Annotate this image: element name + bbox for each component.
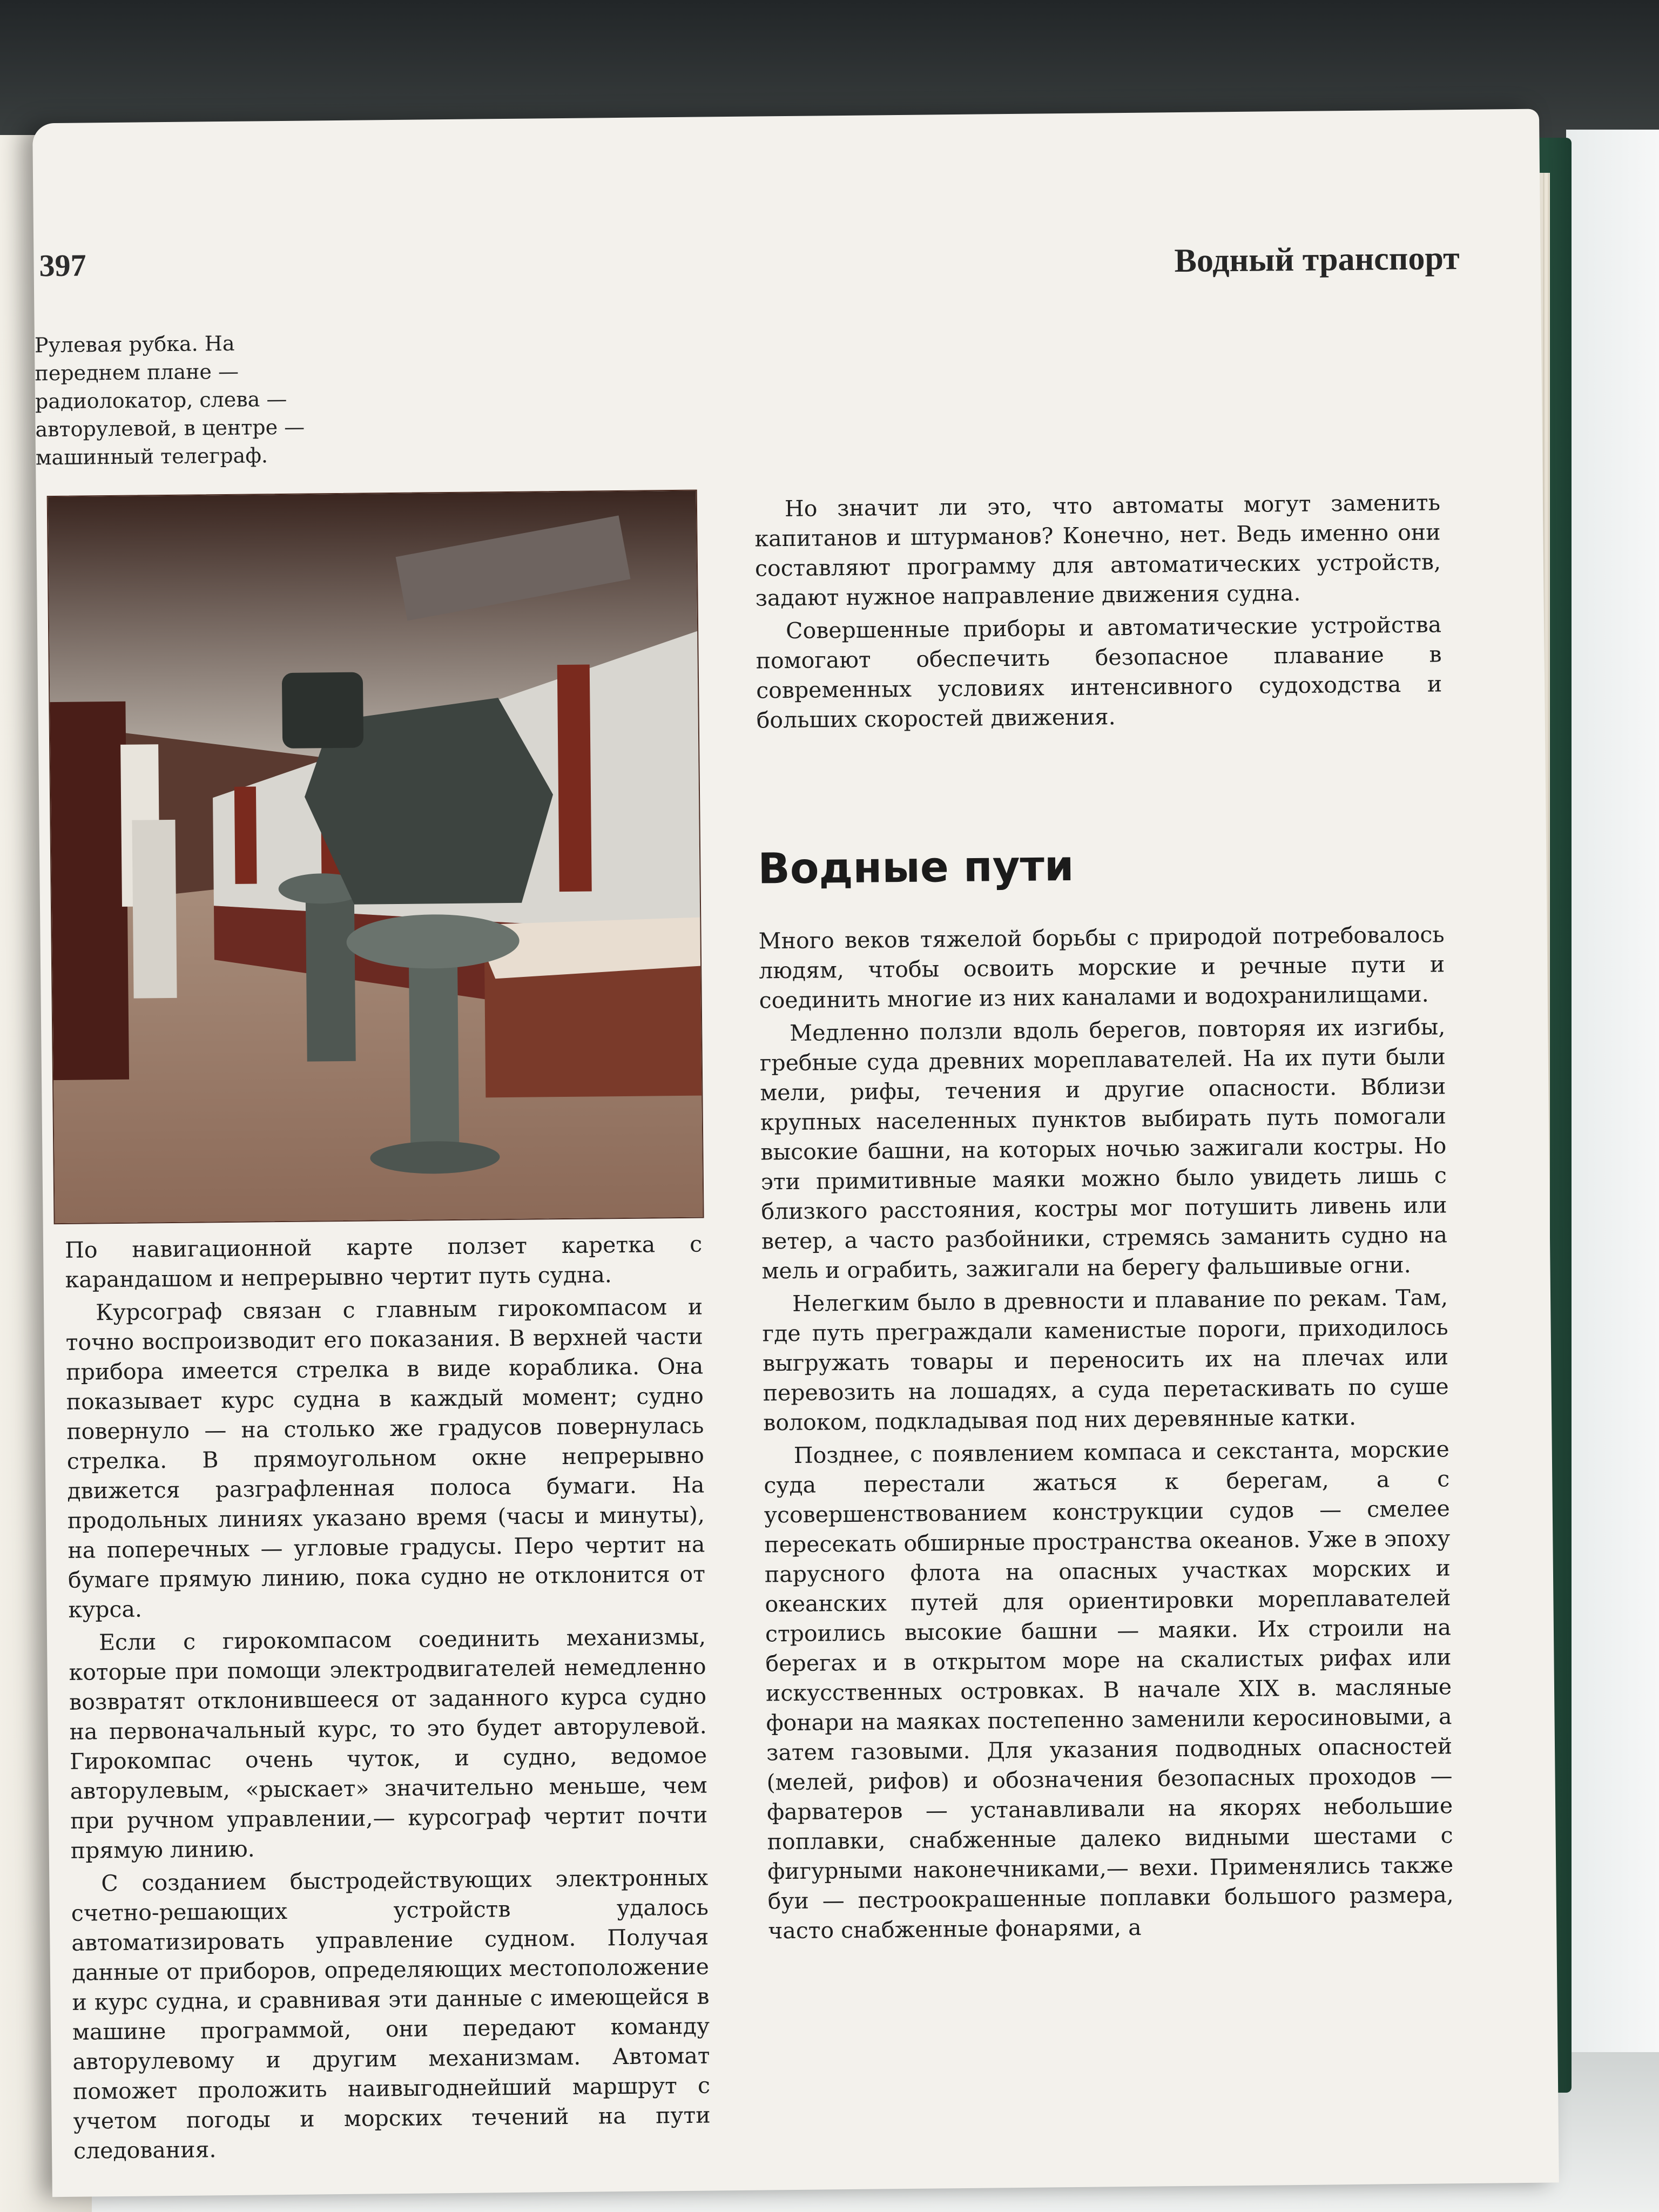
paragraph: Много веков тяжелой борьбы с природой потребовалось людям, чтобы освоить морские и речные пути и соединить многие из них каналами и водохранилищами. — [758, 921, 1445, 1014]
ship-wheelhouse-image — [48, 491, 703, 1223]
paragraph: Совершенные приборы и автоматические устройства помогают обеспечить безопасное плавание в современных условиях интенсивного судоходства и больших скоростей движения. — [756, 611, 1442, 733]
paragraph: Нелегким было в древности и плавание по рекам. Там, где путь преграждали каменистые пороги, приходилось выгружать товары и переносить их на плечах или перевозить на лошадях, а суда перетаскивать по суше волоком, подкладывая под них деревянные катки. — [762, 1284, 1449, 1436]
paragraph: Но значит ли это, что автоматы могут заменить капитанов и штурманов? Конечно, нет. Ведь именно они составляют программу для автоматических устройств, задают нужное направление движения судна. — [754, 489, 1441, 611]
paragraph: По навигационной карте ползет каретка с карандашом и непрерывно чертит путь судна. — [64, 1231, 703, 1293]
section-title: Водные пути — [757, 841, 1074, 894]
paragraph: Позднее, с появлением компаса и секстанта, морские суда перестали жаться к берегам, а с усовершенствованием конструкции судов — смелее пересекать обширные пространства океанов. Уже в эпоху парусного флота на опасных участках морских и океанских путей для ориентировки мореплавателей строились высокие башни — маяки. Их строили на берегах и в открытом море на скалистых рифах или искусственных островках. В начале XIX в. масляные фонари на маяках постепенно заменили керосиновыми, а затем газовыми. Для указания подводных опасностей (мелей, рифов) и обозначения безопасных проходов — фарватеров — устанавливали на якорях небольшие поплавки, снабженные далеко видными шестами с фигурными наконечниками,— вехи. Применялись также буи — пестроокрашенные поплавки большого размера, часто снабженные фонарями, а — [764, 1436, 1454, 1944]
left-column — [65, 1230, 711, 2166]
page-number: 397 — [39, 247, 86, 284]
paragraph: Если с гирокомпасом соединить механизмы, которые при помощи электродвигателей немедленно возвратят отклонившееся от заданного курса судно на первоначальный курс, то это будет авторулевой. Гирокомпас очень чуток, и судно, ведомое авторулевым, «рыскает» значительно меньше, чем при ручном управлении,— курсограф чертит почти прямую линию. — [69, 1623, 708, 1864]
figure-caption: Рулевая рубка. На переднем плане — радиолокатор, слева — авторулевой, в центре — машинный телеграф. — [34, 331, 305, 470]
right-column — [754, 488, 1454, 1946]
paragraph: Курсограф связан с главным гирокомпасом и точно воспроизводит его показания. В верхней части прибора имеется стрелка в виде кораблика. Она показывает курс судна в каждый момент; судно повернуло — на столько же градусов повернулась стрелка. В прямоугольном окне непрерывно движется разграфленная полоса бумаги. На продольных линиях указано время (часы и минуты), на поперечных — угловые градусы. Перо чертит на бумаге прямую линию, пока судно не отклонится от курса. — [65, 1293, 706, 1623]
paragraph: Медленно ползли вдоль берегов, повторяя их изгибы, гребные суда древних мореплавателей. На их пути были мели, рифы, течения и другие опасности. Вблизи крупных населенных пунктов выбирать путь помогали высокие башни, на которых ночью зажигали костры. Но эти примитивные маяки можно было увидеть лишь с близкого расстояния, костры мог потушить ливень или ветер, а часто разбойники, стремясь заманить судно на мель и ограбить, зажигали на берегу фальшивые огни. — [759, 1014, 1448, 1284]
book-page — [32, 109, 1559, 2197]
running-title: Водный транспорт — [1174, 240, 1460, 280]
paragraph: С созданием быстродействующих электронных счетно-решающих устройств удалось автоматизировать управление судном. Получая данные от приборов, определяющих местоположение и курс судна, и сравнивая эти данные с имеющейся в машине программой, они передают команду авторулевому и другим механизмам. Автомат поможет проложить наивыгоднейший маршрут с учетом погоды и морских течений на пути следования. — [71, 1864, 711, 2164]
background-right — [1566, 130, 1659, 2074]
bridge-photo — [47, 490, 704, 1224]
